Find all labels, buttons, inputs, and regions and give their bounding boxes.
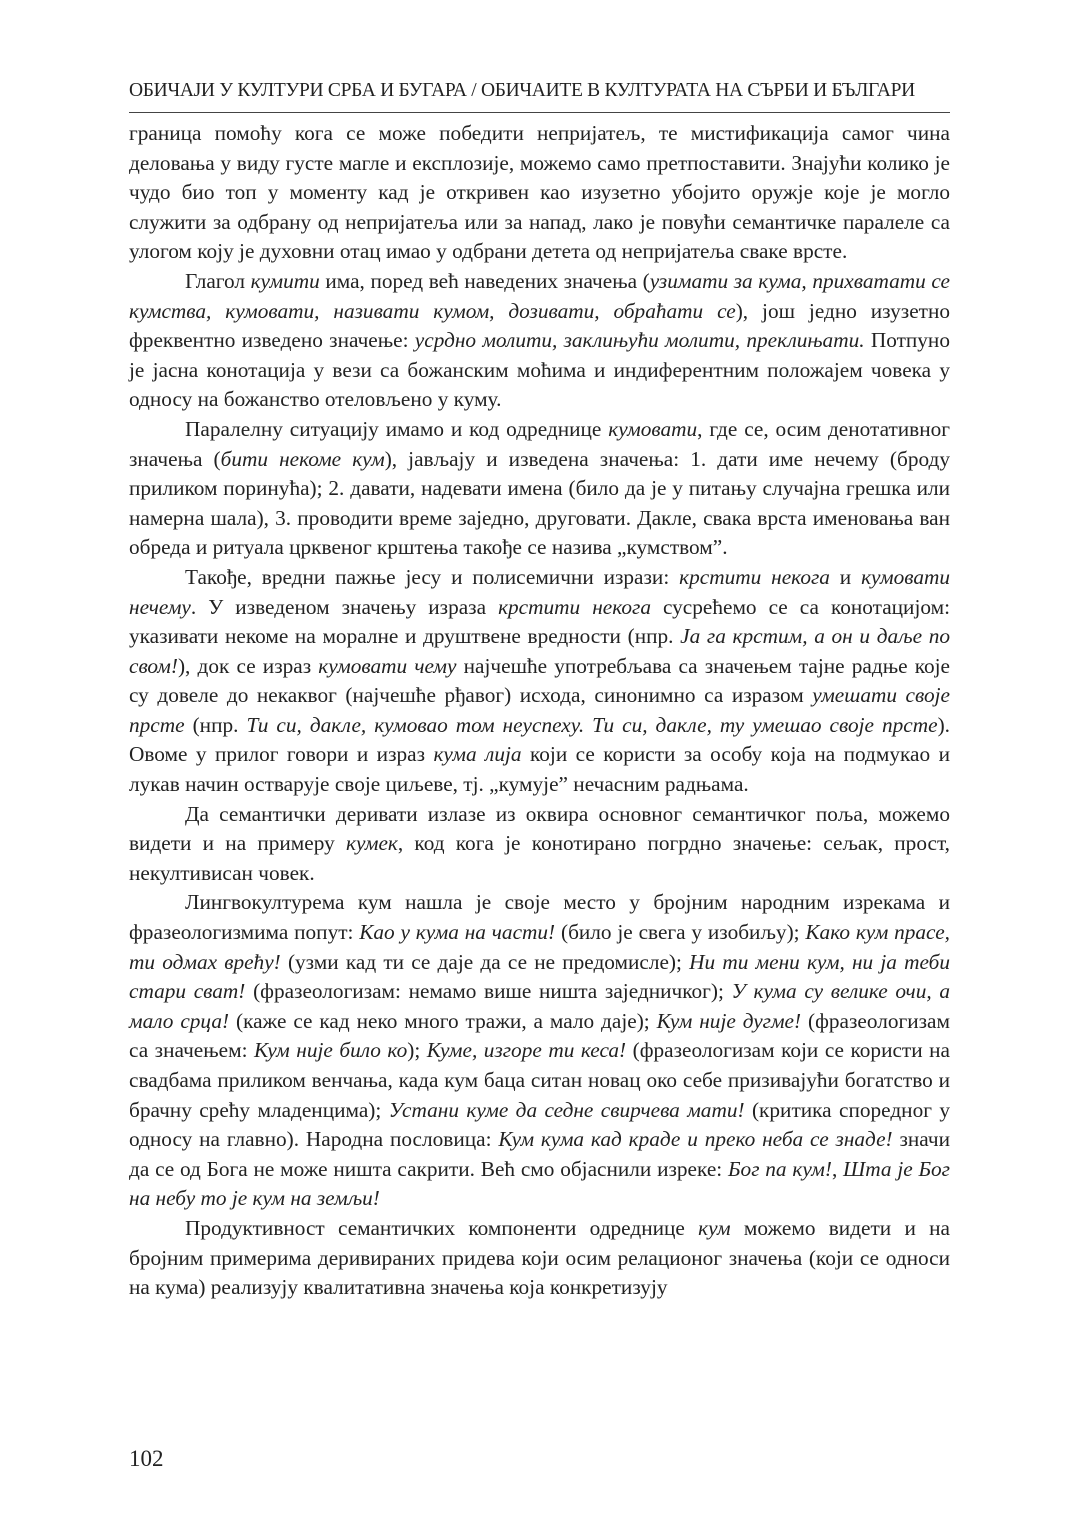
paragraph-3: [129, 415, 950, 563]
text-run: ), још једно изузетно фреквентно изведено значење:: [129, 298, 951, 353]
italic-term: кумек: [345, 831, 398, 856]
text-run: најчешће употребљава са значењем тајне радње које су довеле до некаквог (најчешће рђавог) исхода, синонимно са изразом: [129, 653, 950, 708]
text-run: који се користи за особу која на подмукао и лукав начин остварује своје циљеве, тј. „кумује” нечасним радњама.: [129, 742, 950, 797]
italic-term: кум: [698, 1215, 731, 1240]
text-run: , код кога је конотирано погрдно значење: сељак, прост, некултивисан човек.: [129, 831, 950, 885]
italic-term: Бог па кум!: [727, 1156, 832, 1181]
italic-term: Устани куме да седне свирчева мати!: [388, 1097, 745, 1122]
text-run: Потпуно је јасна конотација у вези са божанским моћима и индиферентним положајем човека у односу на божанство отеловљено у куму.: [129, 328, 950, 412]
italic-term: Ни ти мени кум, ни ја теби стари сват!: [129, 949, 950, 1004]
italic-term: У кума су велике очи, а мало срца!: [129, 979, 950, 1033]
italic-term: Шта је Бог на небу то је кум на земљи!: [129, 1156, 950, 1211]
text-run: (фразеологизам: немамо више ништа заједничког);: [245, 979, 732, 1004]
paragraph-1: [129, 119, 950, 267]
italic-term: кумовати чему: [318, 653, 457, 678]
header-divider: [129, 112, 950, 113]
italic-term: Куме, изгоре ти кеса!: [426, 1038, 627, 1063]
text-run: граница помоћу кога се може победити непријатељ, те мистификација самог чина деловања у виду густе магле и експлозије, можемо само претпоставити. Знајући колико је чудо био топ у моменту кад је откривен као изузетно убојито оружје које је могло служити за одбрану од непријатеља или за напад, лако је повући семантичке паралеле са улогом коју је духовни отац имао у одбрани детета од непријатеља сваке врсте.: [129, 121, 950, 264]
text-run: Такође, вредни пажње јесу и полисемични изрази:: [185, 564, 680, 589]
text-run: (фразеологизам који се користи на свадбама приликом венчања, када кум баца ситан новац око себе призивајући богатство и брачну срећу младенцима);: [129, 1038, 950, 1122]
text-run: (узми кад ти се даје да се не предомисле);: [280, 949, 690, 974]
text-run: сусрећемо се са конотацијом: указивати некоме на моралне и друштвене вредности (нпр.: [129, 594, 950, 649]
text-run: Да семантички деривати излазе из оквира основног семантичког поља, можемо видети и на примеру: [129, 801, 950, 856]
italic-term: узимати за кума, прихватати се кумства, кумовати, називати кумом, дозивати, обраћати се: [129, 268, 951, 323]
text-run: има, поред већ наведених значења (: [319, 268, 650, 293]
paragraph-6: [129, 888, 950, 1214]
text-run: (фразеологизам са значењем:: [129, 1008, 950, 1063]
italic-term: крстити некога: [679, 564, 830, 589]
body-text: [129, 119, 950, 1303]
italic-term: Кум кума кад краде и преко неба се знаде!: [498, 1127, 893, 1152]
text-run: (каже се кад неко много тражи, а мало даје);: [229, 1008, 657, 1033]
italic-term: умешати своје прсте: [129, 683, 950, 737]
italic-term: крстити некога: [498, 594, 651, 619]
running-header: ОБИЧАЈИ У КУЛТУРИ СРБА И БУГАРА / ОБИЧАИТЕ В КУЛТУРАТА НА СЪРБИ И БЪЛГАРИ: [129, 80, 915, 101]
paragraph-7: [129, 1214, 950, 1303]
text-run: ), јављају и изведена значења: 1. дати име нечему (броду приликом поринућа); 2. давати, надевати имена (било да је у питању случајна грешка или намерна шала), 3. проводити време заједно, друговати. Дакле, свака врста именовања ван обреда и ритуала црквеног крштења такође се назива „кумством”.: [129, 446, 951, 560]
italic-term: Ти си, дакле, кумовао том неуспеху. Ти си, дакле, ту умешао своје прсте: [246, 712, 938, 737]
text-run: Глагол: [185, 268, 251, 293]
italic-term: Кум није дугме!: [656, 1008, 802, 1033]
italic-term: Као у кума на части!: [359, 920, 556, 945]
text-run: можемо видети и на бројним примерима деривираних придева који осим релационог значења (који се односи на кума) реализују квалитативна значења која конкретизују: [129, 1215, 950, 1300]
text-run: ). Овоме у прилог говори и израз: [129, 712, 950, 767]
italic-term: кумовати нечему: [129, 564, 950, 619]
text-run: и: [829, 564, 862, 589]
text-run: );: [407, 1038, 427, 1063]
italic-term: кумовати: [608, 416, 698, 441]
text-run: Лингвокултурема кум нашла је своје место у бројним народним изрекама и фразеологизмима попут:: [129, 890, 950, 945]
text-run: Паралелну ситуацију имамо и код одреднице: [185, 416, 609, 441]
italic-term: Ја га крстим, а он и даље по свом!: [129, 624, 950, 678]
italic-term: бити некоме кум: [220, 446, 385, 471]
text-run: Продуктивност семантичких компоненти одреднице: [185, 1215, 699, 1240]
italic-term: Кум није било ко: [254, 1038, 408, 1063]
text-run: . У изведеном значењу израза: [190, 594, 499, 619]
italic-term: Како кум прасе, ти одмах врећу!: [129, 920, 950, 974]
italic-term: кума лија: [433, 742, 522, 767]
paragraph-4: [129, 563, 950, 800]
text-run: ), док се израз: [177, 653, 319, 678]
paragraph-5: [129, 800, 950, 889]
page-number: 102: [129, 1446, 164, 1471]
text-run: (било је свега у изобиљу);: [555, 920, 806, 945]
italic-term: кумити: [250, 268, 320, 293]
paragraph-2: [129, 267, 950, 415]
text-run: , где се, осим денотативног значења (: [129, 416, 951, 471]
text-run: ,: [831, 1156, 844, 1181]
text-run: (критика споредног у односу на главно). Народна пословица:: [129, 1097, 950, 1152]
text-run: значи да се од Бога не може ништа сакрити. Већ смо објаснили изреке:: [129, 1127, 950, 1181]
text-run: (нпр.: [184, 712, 247, 737]
italic-term: усрдно молити, заклињући молити, преклињати.: [414, 328, 865, 353]
